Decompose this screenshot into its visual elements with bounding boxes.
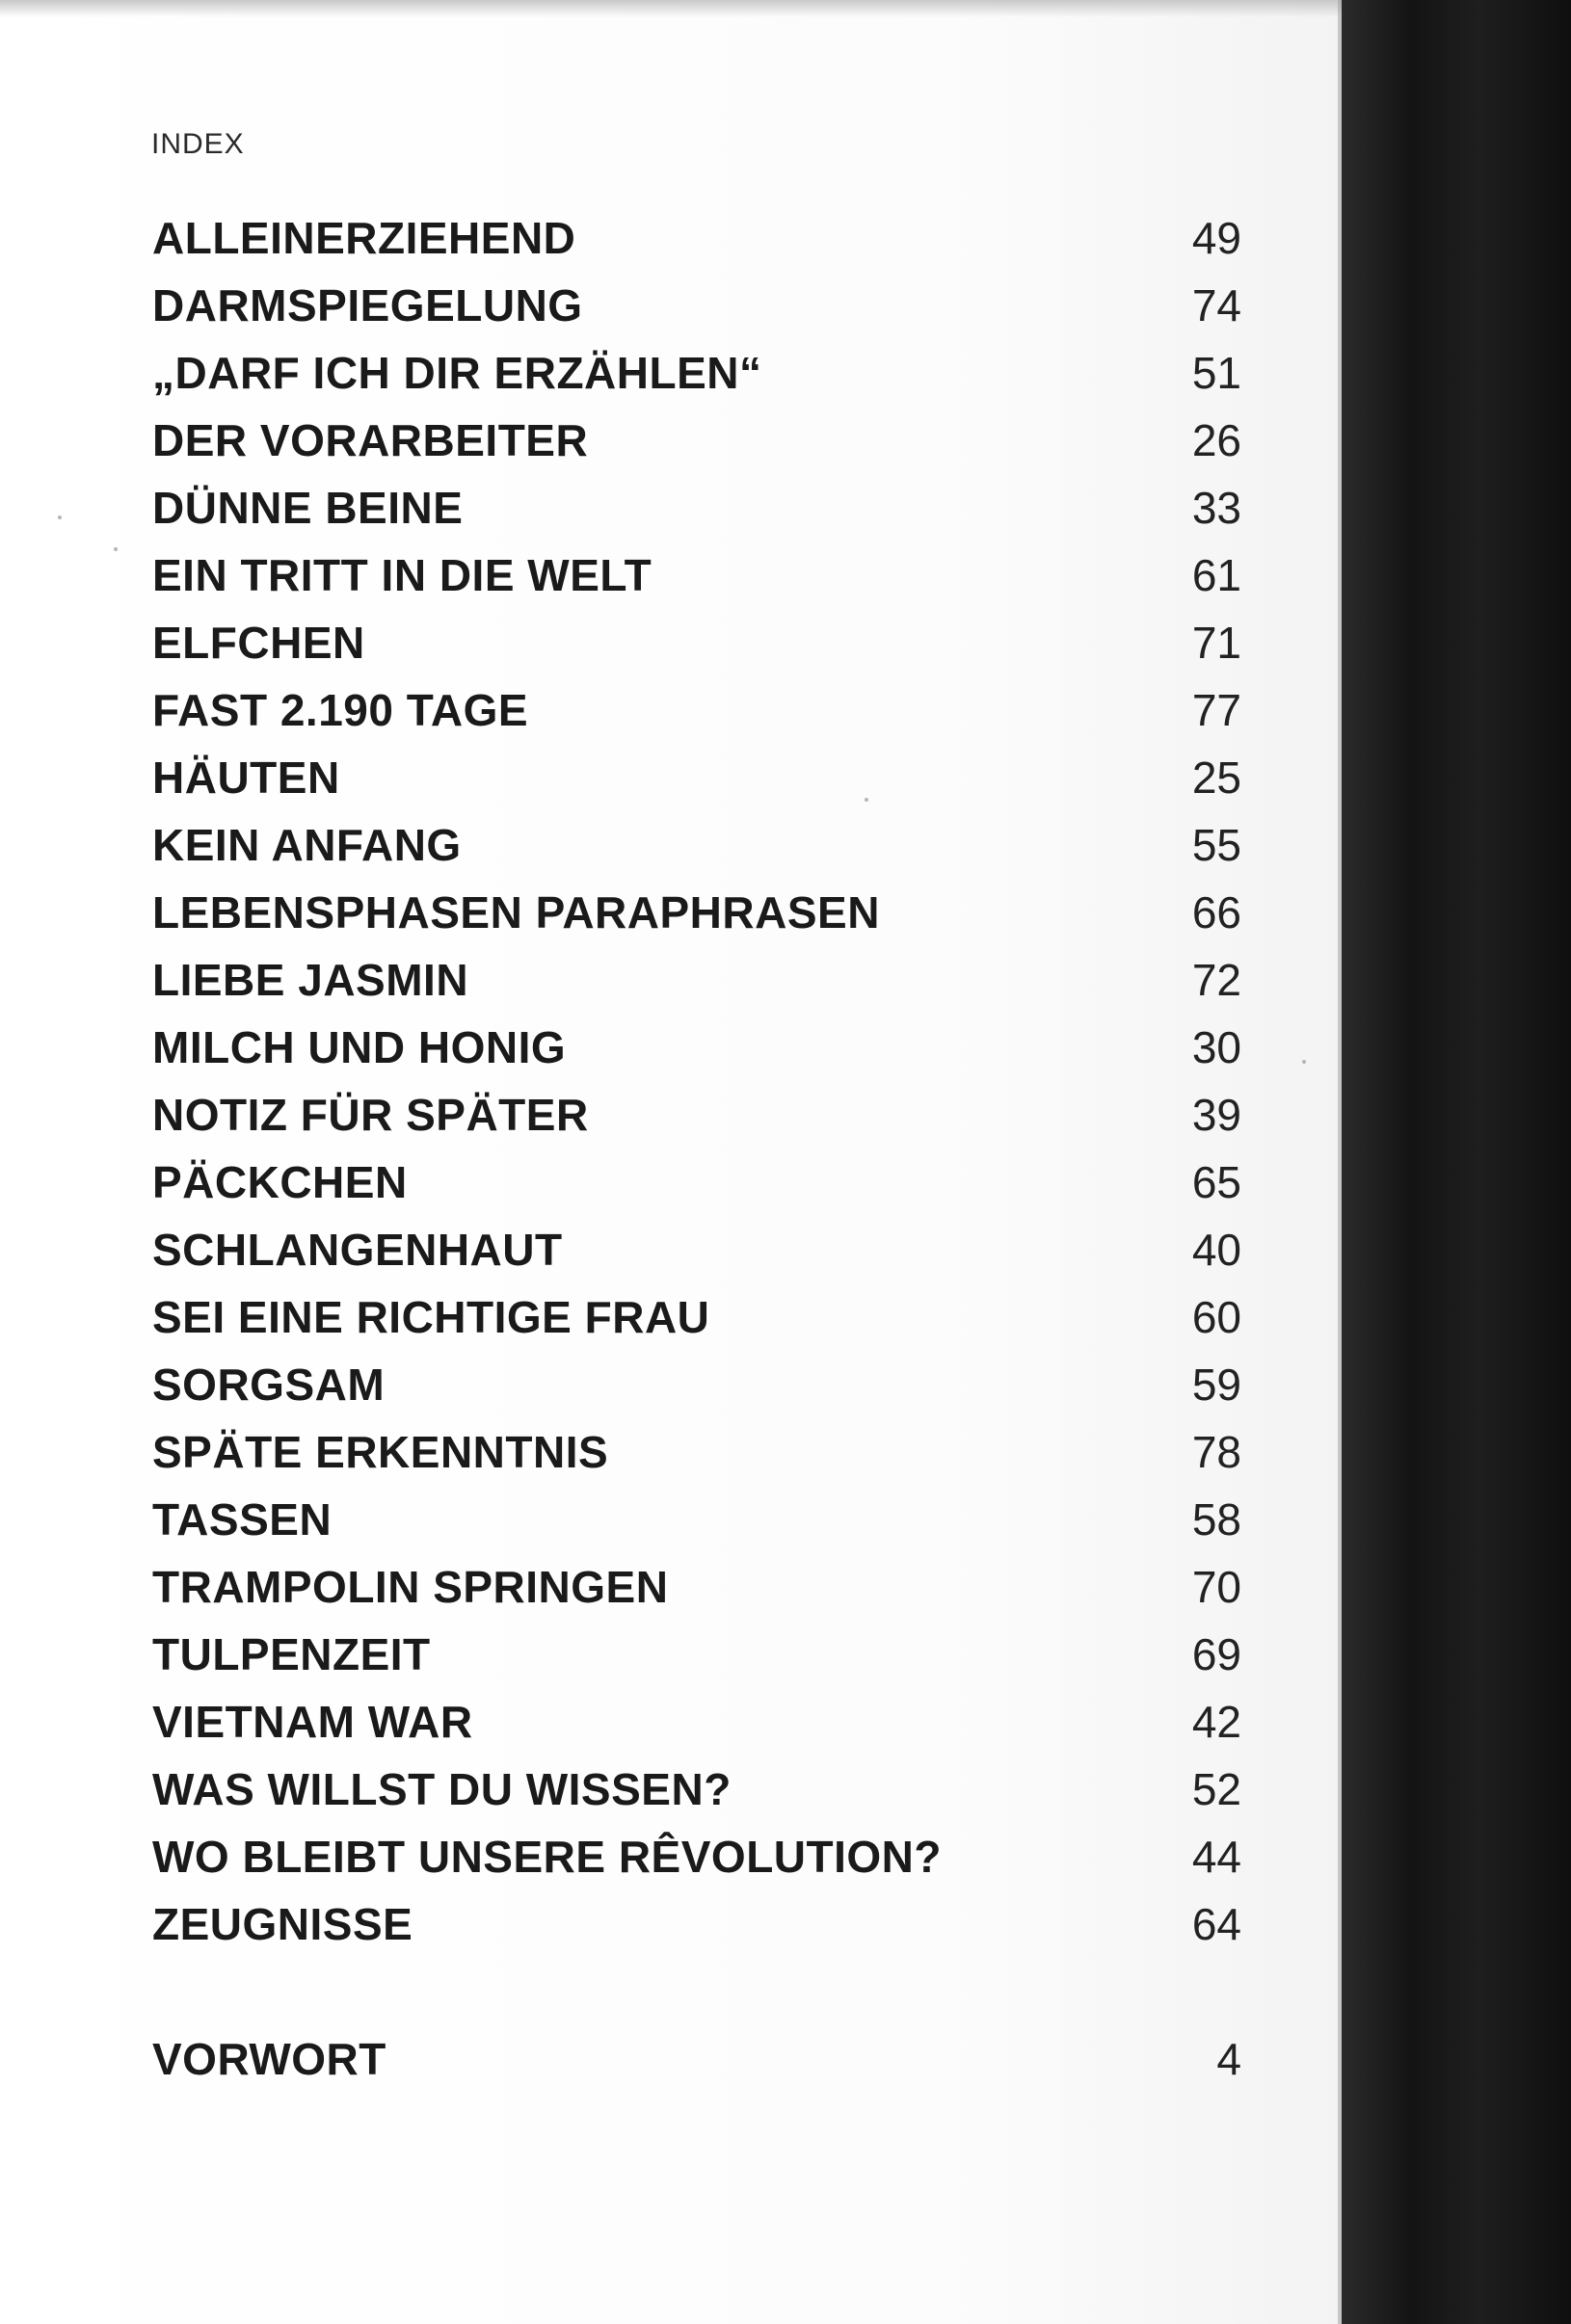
entry-page-number: 52 [1191, 1764, 1241, 1814]
index-entry [152, 1561, 1241, 1628]
index-entry [152, 414, 1241, 482]
page-top-shadow [0, 0, 1342, 17]
index-entry [152, 347, 1241, 414]
entry-page-number: 78 [1191, 1427, 1241, 1477]
entry-title: SCHLANGENHAUT [152, 1225, 563, 1275]
entry-title: HÄUTEN [152, 753, 340, 803]
index-entry [152, 549, 1241, 617]
index-entry [152, 752, 1241, 819]
index-entry [152, 1291, 1241, 1359]
entry-page-number: 60 [1191, 1292, 1241, 1342]
book-spine [1342, 0, 1571, 2324]
index-entry [152, 1628, 1241, 1696]
index-entry [152, 886, 1241, 954]
index-entry [152, 1021, 1241, 1089]
paper-speck [1302, 1060, 1306, 1064]
index-entry [152, 1763, 1241, 1831]
entry-title: VORWORT [152, 2034, 386, 2084]
entry-title: DARMSPIEGELUNG [152, 280, 583, 330]
entry-title: NOTIZ FÜR SPÄTER [152, 1090, 589, 1140]
paper-speck [58, 515, 62, 519]
entry-title: ALLEINERZIEHEND [152, 213, 576, 263]
entry-page-number: 26 [1191, 415, 1241, 465]
entry-title: FAST 2.190 TAGE [152, 685, 529, 735]
entry-title: LEBENSPHASEN PARAPHRASEN [152, 887, 880, 938]
index-entry [152, 1156, 1241, 1224]
entry-page-number: 58 [1191, 1494, 1241, 1545]
entry-title: SEI EINE RICHTIGE FRAU [152, 1292, 710, 1342]
index-entry-list [152, 212, 1241, 1966]
entry-page-number: 42 [1191, 1697, 1241, 1747]
entry-page-number: 4 [1216, 2034, 1241, 2084]
index-entry [152, 1359, 1241, 1426]
entry-page-number: 66 [1191, 887, 1241, 938]
index-entry [152, 1493, 1241, 1561]
index-entry [152, 1224, 1241, 1291]
index-entry [152, 617, 1241, 684]
index-entry [152, 482, 1241, 549]
entry-page-number: 49 [1191, 213, 1241, 263]
paper-speck [114, 547, 118, 551]
entry-page-number: 71 [1191, 618, 1241, 668]
paper-speck [865, 798, 868, 802]
index-entry [152, 1696, 1241, 1763]
entry-title: DER VORARBEITER [152, 415, 589, 465]
entry-page-number: 39 [1191, 1090, 1241, 1140]
entry-page-number: 33 [1191, 483, 1241, 533]
entry-title: SORGSAM [152, 1360, 386, 1410]
entry-title: PÄCKCHEN [152, 1157, 408, 1207]
entry-page-number: 65 [1191, 1157, 1241, 1207]
entry-title: WO BLEIBT UNSERE RÊVOLUTION? [152, 1832, 942, 1882]
entry-page-number: 51 [1191, 348, 1241, 398]
entry-title: VIETNAM WAR [152, 1697, 473, 1747]
index-entry [152, 684, 1241, 752]
entry-title: KEIN ANFANG [152, 820, 462, 870]
entry-title: TASSEN [152, 1494, 333, 1545]
entry-page-number: 61 [1191, 550, 1241, 600]
index-entry [152, 819, 1241, 886]
entry-page-number: 25 [1191, 753, 1241, 803]
index-entry [152, 212, 1241, 279]
entry-page-number: 59 [1191, 1360, 1241, 1410]
entry-page-number: 44 [1191, 1832, 1241, 1882]
entry-page-number: 30 [1191, 1022, 1241, 1072]
entry-title: EIN TRITT IN DIE WELT [152, 550, 652, 600]
entry-page-number: 70 [1191, 1562, 1241, 1612]
entry-page-number: 40 [1191, 1225, 1241, 1275]
entry-title: „DARF ICH DIR ERZÄHLEN“ [152, 348, 762, 398]
entry-title: TULPENZEIT [152, 1629, 431, 1679]
foreword-entry-wrapper [152, 2033, 1241, 2100]
entry-page-number: 77 [1191, 685, 1241, 735]
entry-title: DÜNNE BEINE [152, 483, 464, 533]
index-entry [152, 954, 1241, 1021]
index-heading: INDEX [151, 128, 245, 160]
index-entry-foreword [152, 2033, 1241, 2100]
entry-title: ELFCHEN [152, 618, 365, 668]
entry-page-number: 74 [1191, 280, 1241, 330]
entry-page-number: 64 [1191, 1899, 1241, 1949]
entry-page-number: 55 [1191, 820, 1241, 870]
index-entry [152, 1898, 1241, 1966]
entry-title: TRAMPOLIN SPRINGEN [152, 1562, 669, 1612]
entry-title: WAS WILLST DU WISSEN? [152, 1764, 732, 1814]
entry-title: SPÄTE ERKENNTNIS [152, 1427, 609, 1477]
index-entry [152, 1831, 1241, 1898]
entry-title: MILCH UND HONIG [152, 1022, 567, 1072]
index-entry [152, 279, 1241, 347]
entry-title: ZEUGNISSE [152, 1899, 413, 1949]
index-entry [152, 1089, 1241, 1156]
index-entry [152, 1426, 1241, 1493]
entry-title: LIEBE JASMIN [152, 955, 469, 1005]
entry-page-number: 72 [1191, 955, 1241, 1005]
entry-page-number: 69 [1191, 1629, 1241, 1679]
